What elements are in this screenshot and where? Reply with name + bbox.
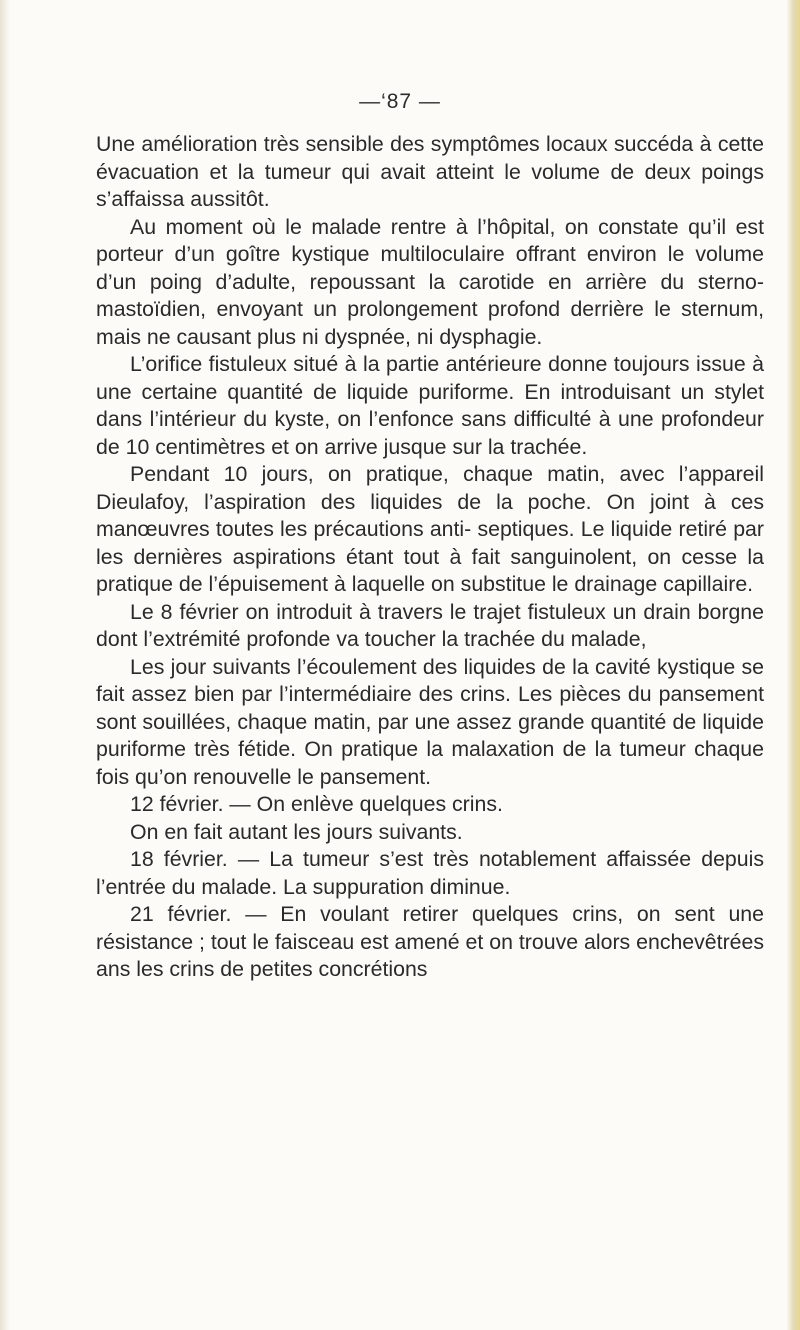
paragraph: Les jour suivants l’écoulement des liquides de la cavité kystique se fait assez bien par l’intermédiaire des crins. Les pièces du pansement sont souillées, chaque matin, par une assez grande quantité de liquide puriforme très fétide. On pratique la malaxation de la tumeur chaque fois qu’on renouvelle le pansement. bbox=[96, 654, 764, 789]
paragraph: Pendant 10 jours, on pratique, chaque matin, avec l’appareil Dieulafoy, l’aspiration des liquides de la poche. On joint à ces manœuvres toutes les précautions anti- septiques. Le liquide retiré par les dernières aspirations étant tout à fait sanguinolent, on cesse la pratique de l’épuisement à laquelle on substitue le drainage capillaire. bbox=[96, 462, 764, 596]
paragraph: L’orifice fistuleux situé à la partie antérieure donne toujours issue à une certaine quantité de liquide puriforme. En introduisant un stylet dans l’intérieur du kyste, on l’enfonce sans difficulté à une profondeur de 10 centimètres et on arrive jusque sur la trachée. bbox=[96, 352, 764, 459]
paragraph: Le 8 février on introduit à travers le trajet fistuleux un drain borgne dont l’extrémité profonde va toucher la trachée du malade, bbox=[96, 599, 764, 651]
paragraph: 18 février. — La tumeur s’est très notablement affaissée depuis l’entrée du malade. La suppuration diminue. bbox=[96, 847, 764, 899]
paragraph: Une amélioration très sensible des symptômes locaux succéda à cette évacuation et la tumeur qui avait atteint le volume de deux poings s’affaissa aussitôt. bbox=[96, 132, 764, 211]
page-number: —‘87 — bbox=[359, 90, 441, 113]
paragraph: Au moment où le malade rentre à l’hôpital, on constate qu’il est porteur d’un goître kystique multiloculaire offrant environ le volume d’un poing d’adulte, repoussant la carotide en arrière du sterno-mastoïdien, envoyant un prolongement profond derrière le sternum, mais ne causant plus ni dyspnée, ni dysphagie. bbox=[96, 214, 764, 349]
page-edge-shadow bbox=[0, 0, 10, 1330]
paragraph: 21 février. — En voulant retirer quelques crins, on sent une résistance ; tout le faisceau est amené et on trouve alors enchevêtrées ans les crins de petites concrétions bbox=[96, 902, 764, 981]
paragraph: On en fait autant les jours suivants. bbox=[130, 819, 463, 844]
body-text bbox=[96, 131, 764, 984]
page-edge-discoloration bbox=[786, 0, 800, 1330]
paragraph: 12 février. — On enlève quelques crins. bbox=[130, 792, 503, 816]
